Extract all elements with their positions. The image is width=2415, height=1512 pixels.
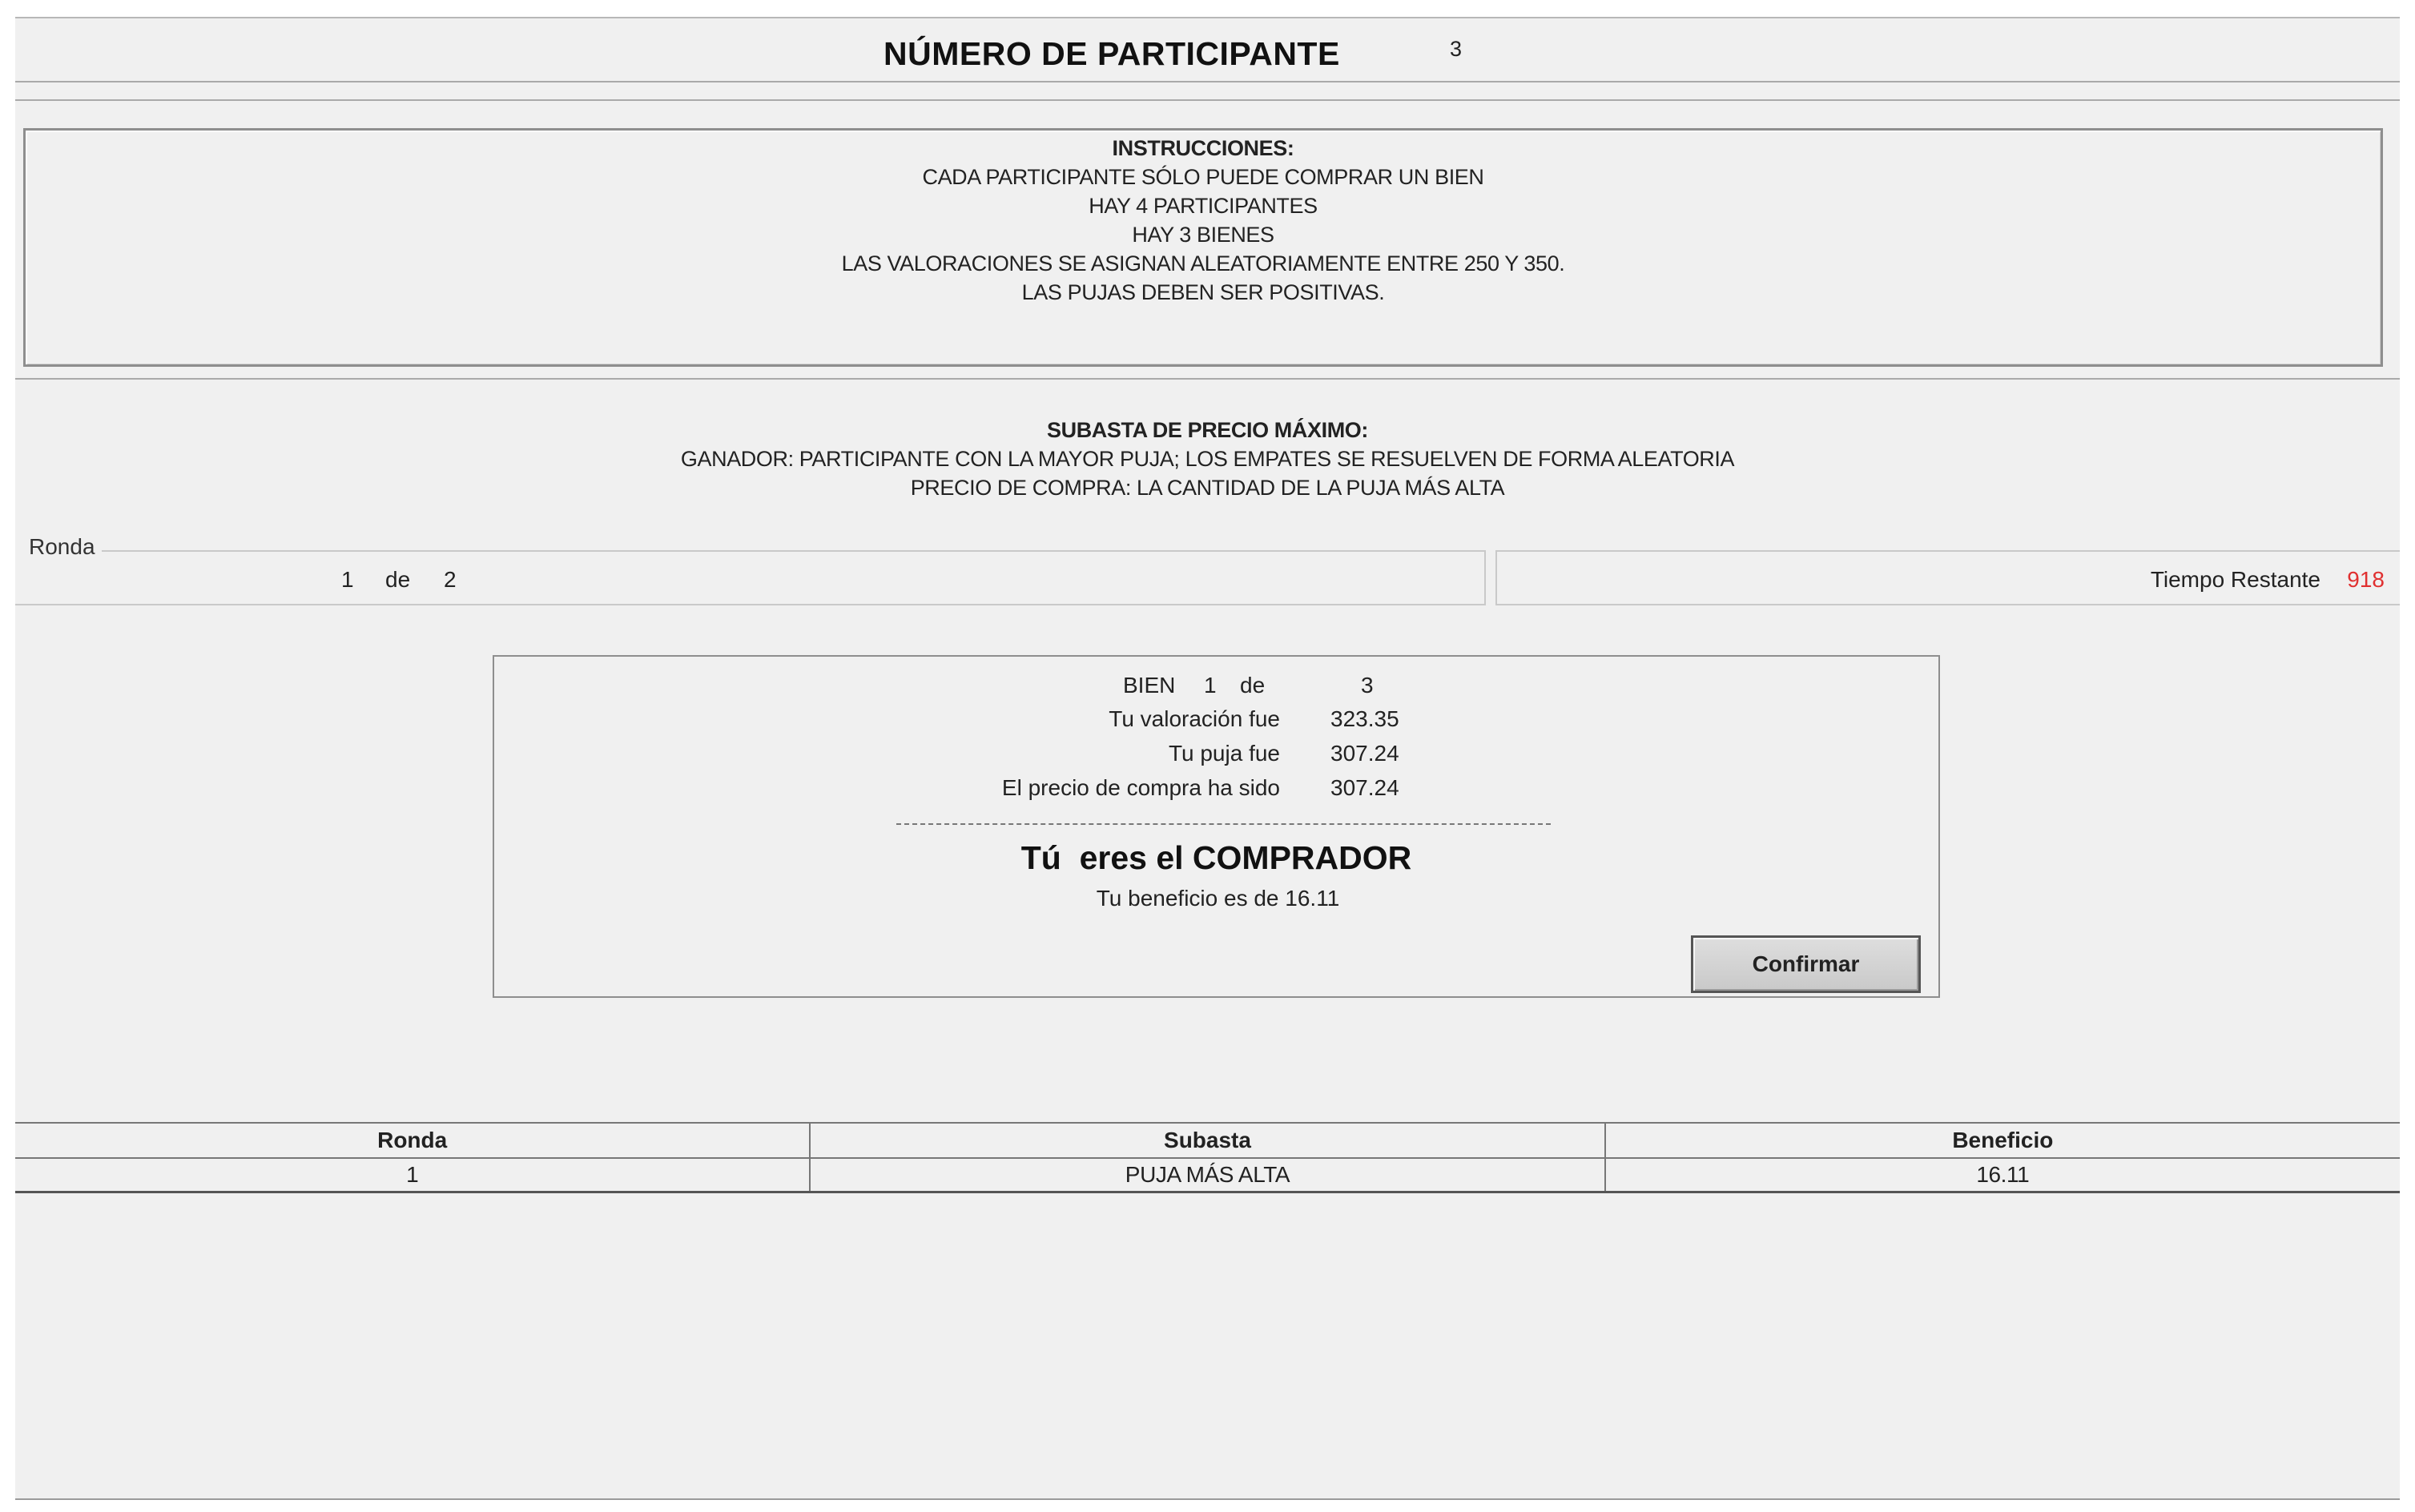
valuation-label: Tu valoración fue [1109, 706, 1280, 731]
bid-value: 307.24 [1330, 741, 1399, 766]
good-label: BIEN [1123, 673, 1176, 698]
benefit-message: Tu beneficio es de 16.11 [1096, 886, 1340, 911]
instructions-line: CADA PARTICIPANTE SÓLO PUEDE COMPRAR UN BIEN [922, 165, 1484, 189]
auction-description [15, 416, 2400, 502]
valuation-value: 323.35 [1330, 706, 1399, 731]
instructions-box [23, 128, 2383, 367]
timer-group [1495, 550, 2400, 605]
history-table [15, 1122, 2400, 1193]
instructions-line: HAY 3 BIENES [1132, 223, 1274, 247]
result-panel [493, 655, 1940, 998]
column-header-subasta[interactable]: Subasta [810, 1123, 1604, 1158]
auction-heading: SUBASTA DE PRECIO MÁXIMO: [1046, 418, 1368, 442]
instructions-line: HAY 4 PARTICIPANTES [1089, 194, 1318, 218]
instructions-line: LAS PUJAS DEBEN SER POSITIVAS. [1021, 280, 1385, 304]
cell-ronda: 1 [15, 1158, 810, 1192]
timer-value: 918 [2347, 567, 2385, 592]
confirm-button[interactable]: Confirmar [1691, 935, 1921, 993]
round-legend: Ronda [15, 534, 102, 560]
participant-number: 3 [1450, 37, 1463, 61]
participant-title: NÚMERO DE PARTICIPANTE [883, 35, 1340, 72]
bid-label: Tu puja fue [1168, 741, 1280, 766]
round-of-label: de [385, 567, 411, 592]
price-label: El precio de compra ha sido [1001, 775, 1280, 800]
auction-line: GANADOR: PARTICIPANTE CON LA MAYOR PUJA; LOS EMPATES SE RESUELVEN DE FORMA ALEATORIA [680, 447, 1735, 471]
history-header-row [15, 1123, 2400, 1158]
instructions-text [26, 134, 2381, 307]
cell-beneficio: 16.11 [1605, 1158, 2400, 1192]
good-current: 1 [1204, 673, 1217, 698]
auction-line: PRECIO DE COMPRA: LA CANTIDAD DE LA PUJA MÁS ALTA [910, 476, 1505, 500]
good-total: 3 [1361, 673, 1374, 698]
column-header-beneficio[interactable]: Beneficio [1605, 1123, 2400, 1158]
buyer-message: Tú eres el COMPRADOR [1020, 839, 1412, 876]
participant-header [15, 28, 2400, 78]
section-divider [15, 378, 2400, 380]
column-header-ronda[interactable]: Ronda [15, 1123, 810, 1158]
round-current: 1 [341, 567, 354, 592]
timer-label: Tiempo Restante [2150, 567, 2320, 592]
instructions-line: LAS VALORACIONES SE ASIGNAN ALEATORIAMENTE ENTRE 250 Y 350. [841, 251, 1565, 275]
experiment-window [15, 17, 2400, 1500]
round-total: 2 [444, 567, 457, 592]
header-divider-1 [15, 81, 2400, 82]
cell-subasta: PUJA MÁS ALTA [810, 1158, 1604, 1192]
table-row[interactable] [15, 1158, 2400, 1192]
result-separator [896, 823, 1551, 825]
header-divider-2 [15, 99, 2400, 101]
instructions-heading: INSTRUCCIONES: [1112, 136, 1294, 160]
price-value: 307.24 [1330, 775, 1399, 800]
round-group [15, 534, 1486, 605]
good-of-label: de [1240, 673, 1266, 698]
